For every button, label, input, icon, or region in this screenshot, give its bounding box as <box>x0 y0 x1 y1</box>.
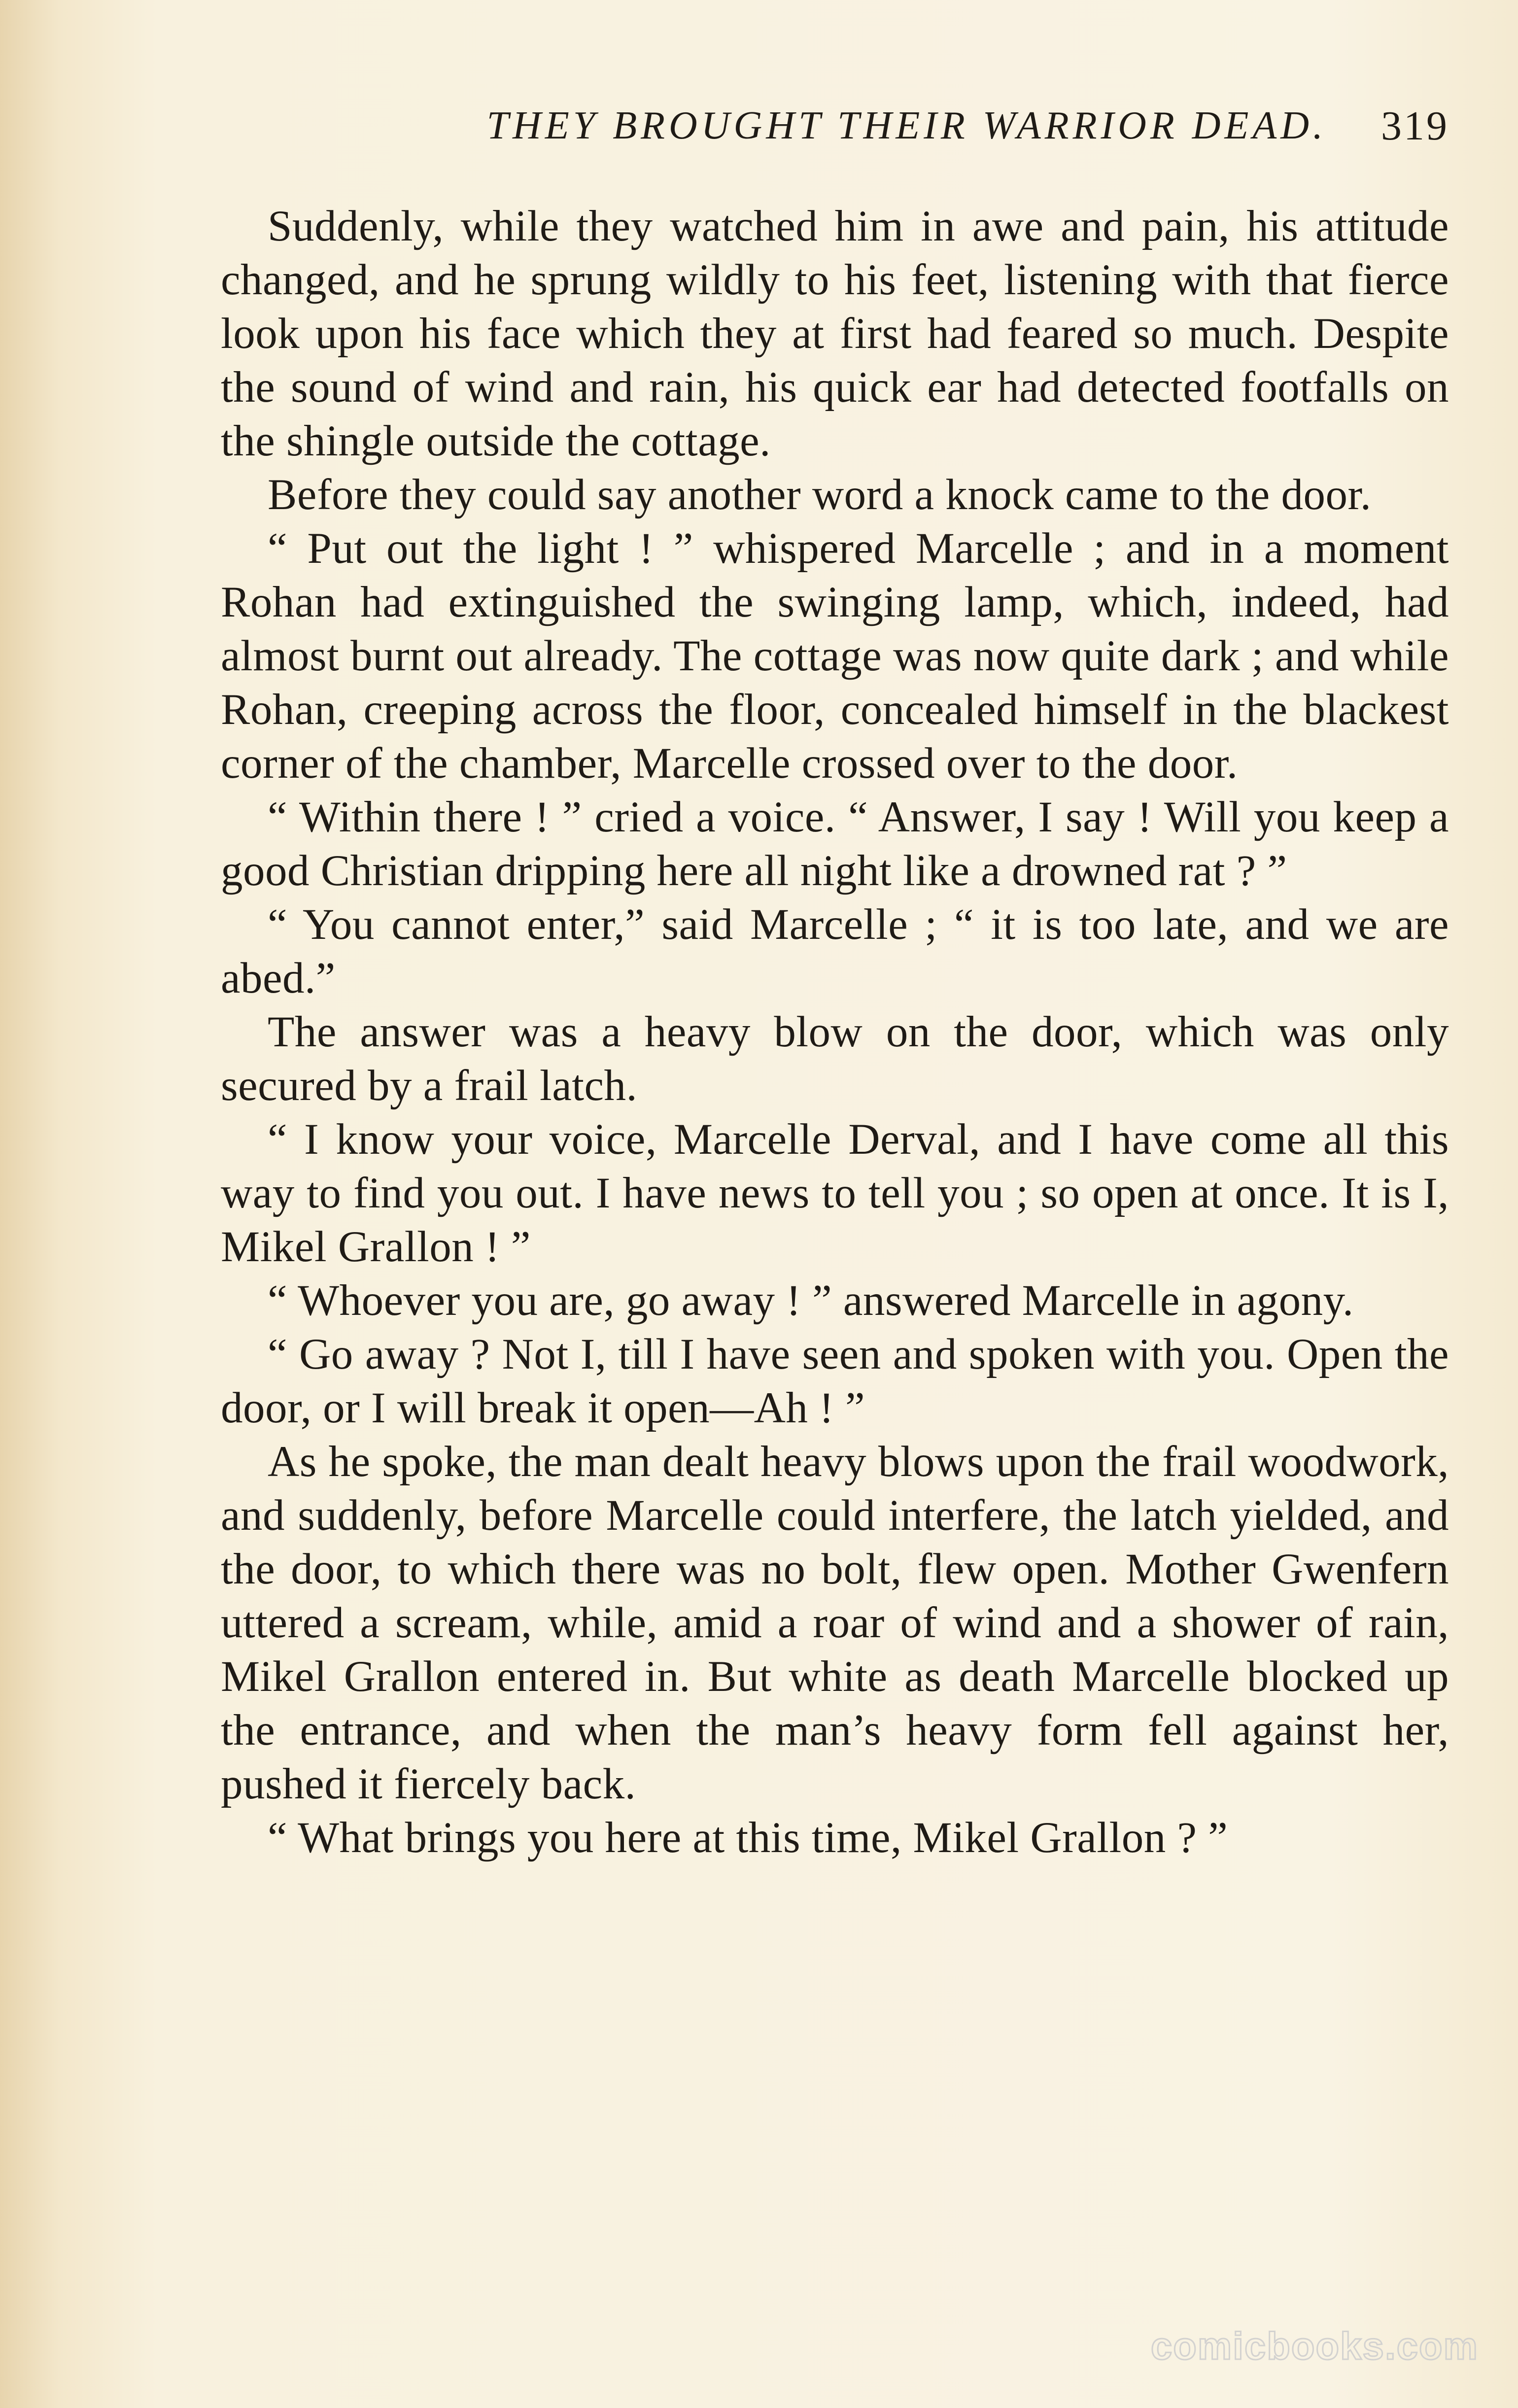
paragraph: “ Go away ? Not I, till I have seen and spoken with you. Open the door, or I will break it open—Ah ! ” <box>221 1330 1449 1432</box>
paragraph: “ Put out the light ! ” whispered Marcelle ; and in a moment Rohan had extinguished the swinging lamp, which, indeed, had almost burnt out already. The cottage was now quite dark ; and while Rohan, creeping across the floor, concealed himself in the blackest corner of the chamber, Marcelle crossed over to the door. <box>221 524 1449 788</box>
paragraph: “ What brings you here at this time, Mikel Grallon ? ” <box>268 1814 1228 1862</box>
body-text <box>221 200 1449 1865</box>
paragraph: “ You cannot enter,” said Marcelle ; “ it is too late, and we are abed.” <box>221 900 1449 1002</box>
paragraph: As he spoke, the man dealt heavy blows upon the frail woodwork, and suddenly, before Marcelle could interfere, the latch yielded, and the door, to which there was no bolt, flew open. Mother Gwenfern uttered a scream, while, amid a roar of wind and a shower of rain, Mikel Grallon entered in. But white as death Marcelle blocked up the entrance, and when the man’s heavy form fell against her, pushed it fiercely back. <box>221 1438 1449 1808</box>
paragraph: “ I know your voice, Marcelle Derval, and I have come all this way to find you out. I have news to tell you ; so open at once. It is I, Mikel Grallon ! ” <box>221 1115 1449 1271</box>
paragraph: Suddenly, while they watched him in awe and pain, his attitude changed, and he sprung wildly to his feet, listening with that fierce look upon his face which they at first had feared so much. Despite the sound of wind and rain, his quick ear had detected footfalls on the shingle outside the cottage. <box>221 202 1449 465</box>
paragraph: “ Within there ! ” cried a voice. “ Answer, I say ! Will you keep a good Christian dripping here all night like a drowned rat ? ” <box>221 793 1449 895</box>
page-number: 319 <box>1381 103 1449 149</box>
running-title: THEY BROUGHT THEIR WARRIOR DEAD. <box>486 103 1327 147</box>
paragraph: The answer was a heavy blow on the door, which was only secured by a frail latch. <box>221 1008 1449 1110</box>
watermark: comicbooks.com <box>1150 2324 1479 2368</box>
paragraph: “ Whoever you are, go away ! ” answered Marcelle in agony. <box>268 1276 1354 1325</box>
paragraph: Before they could say another word a knock came to the door. <box>268 471 1372 519</box>
running-header <box>345 96 1449 155</box>
